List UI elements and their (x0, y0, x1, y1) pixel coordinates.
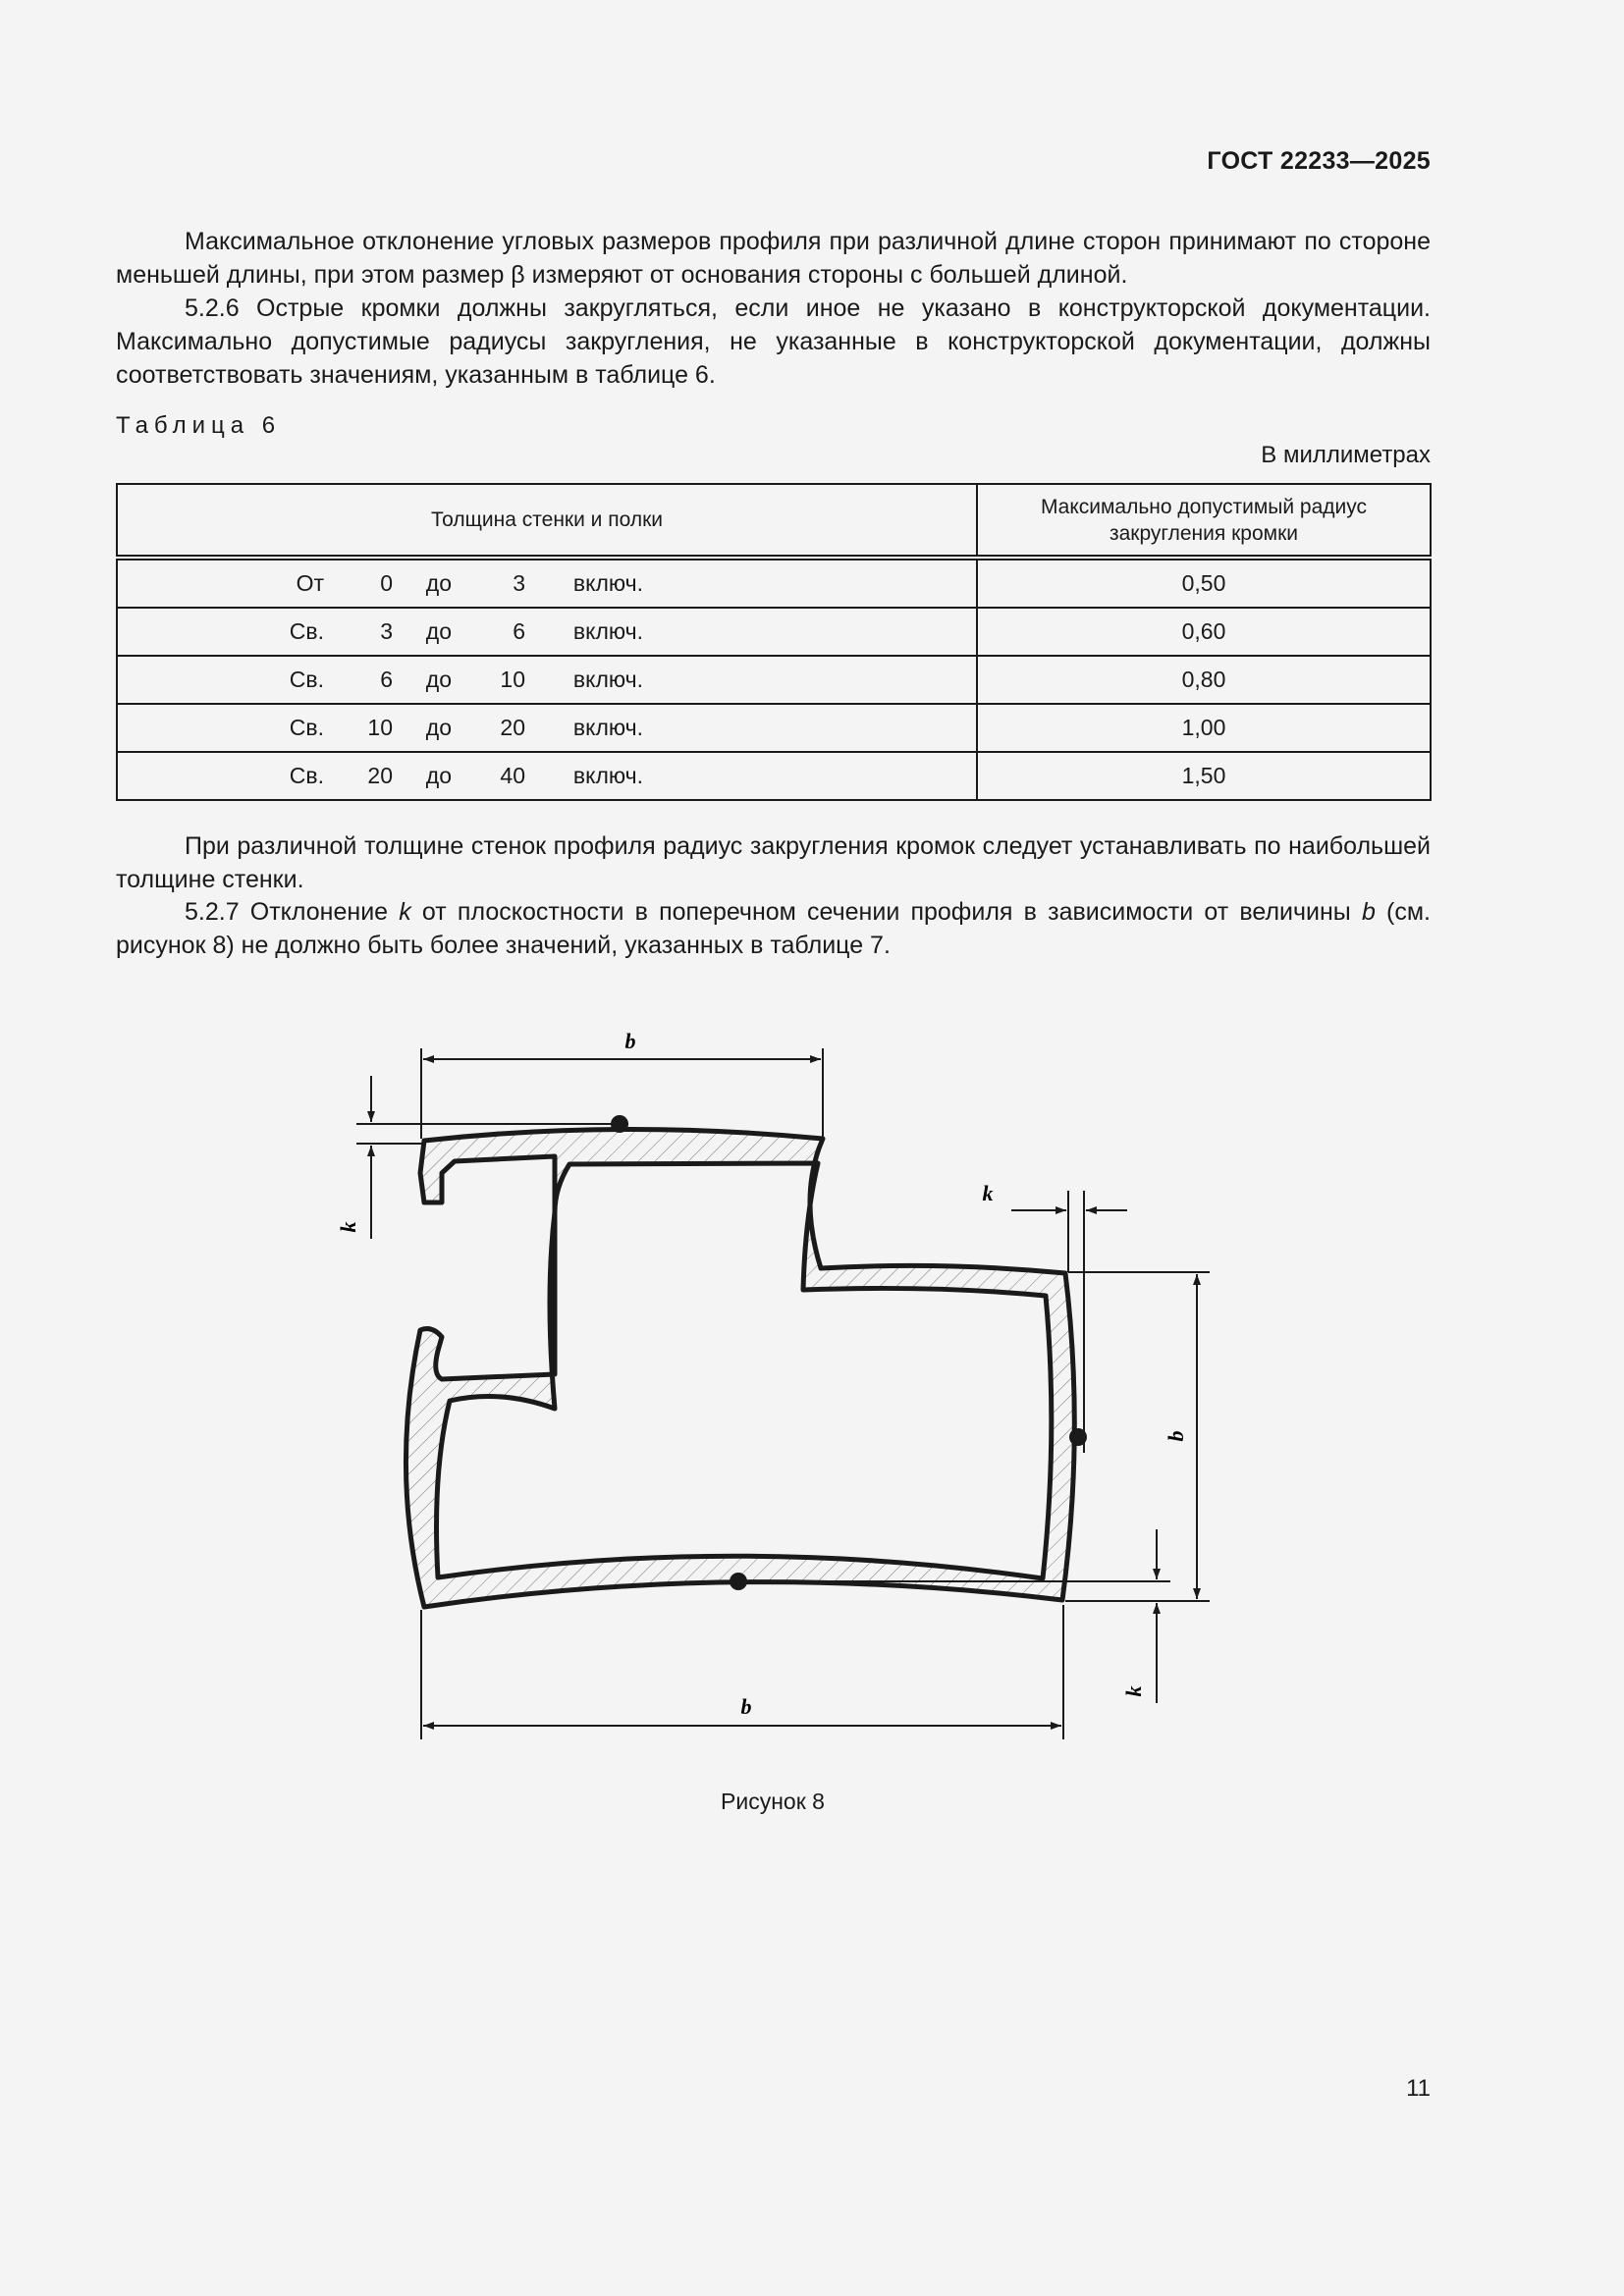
range-to-word: до (425, 618, 452, 644)
profile-outer-wall (406, 1129, 1074, 1607)
table-row (117, 656, 1431, 704)
range-inclusive: включ. (572, 618, 643, 644)
table-6-caption: Таблица 6 (116, 412, 282, 439)
dimension-b-bottom (421, 1605, 1063, 1739)
table-row (117, 752, 1431, 800)
range-prefix: Св. (289, 715, 324, 740)
p4-var-k: k (399, 898, 411, 926)
table-row (117, 704, 1431, 752)
thickness-range-cell (117, 752, 977, 800)
p4-var-b: b (1361, 898, 1376, 926)
thickness-range-cell (117, 704, 977, 752)
paragraph-angular-deviation: Максимальное отклонение угловых размеров профиля при различной длине сторон принимают по стороне меньшей длины, при этом размер β измеряют от основания стороны с большей длиной. (116, 228, 1431, 289)
measure-point-right (1069, 1428, 1087, 1446)
table-row (117, 608, 1431, 656)
radius-value: 1,00 (977, 704, 1431, 752)
label-k-top-right: k (982, 1181, 994, 1205)
page-number: 11 (1406, 2075, 1431, 2102)
table-6-units: В миллиметрах (1261, 442, 1431, 468)
label-b-right: b (1164, 1430, 1188, 1442)
table-row (117, 558, 1431, 608)
label-k-left: k (336, 1221, 360, 1233)
radius-value: 1,50 (977, 752, 1431, 800)
dimension-b-top (421, 1029, 823, 1139)
dimension-b-right (1065, 1272, 1210, 1601)
range-upper: 3 (513, 570, 525, 596)
thickness-range-cell (117, 608, 977, 656)
range-inclusive: включ. (572, 570, 643, 596)
figure-8-caption: Рисунок 8 (721, 1789, 825, 1814)
p4-part-b: от плоскостности в поперечном сечении профиля в зависимости от величины (410, 898, 1362, 926)
p4-part-a: 5.2.7 Отклонение (185, 898, 400, 926)
range-from: 10 (367, 715, 393, 740)
range-from: 20 (367, 763, 393, 788)
range-upper: 20 (500, 715, 525, 740)
range-from: 3 (380, 618, 393, 644)
table-6 (116, 483, 1432, 801)
p4-part-c: (см. рисунок 8) не должно быть более значений, указанных в таблице 7. (116, 898, 1432, 959)
range-inclusive: включ. (572, 763, 643, 788)
range-prefix: Св. (289, 763, 324, 788)
radius-value: 0,50 (977, 558, 1431, 608)
radius-value: 0,60 (977, 608, 1431, 656)
header-radius: Максимально допустимый радиус закругления кромки (977, 484, 1431, 558)
range-upper: 40 (500, 763, 525, 788)
thickness-range-cell (117, 558, 977, 608)
range-inclusive: включ. (572, 667, 643, 692)
thickness-range-cell (117, 656, 977, 704)
measure-point-bottom (730, 1573, 747, 1590)
range-prefix: Св. (289, 618, 324, 644)
label-b-bottom: b (740, 1694, 752, 1719)
paragraph-wall-thickness: При различной толщине стенок профиля радиус закругления кромок следует устанавливать по наибольшей толщине стенки. (116, 832, 1431, 893)
label-k-bottom-right: k (1121, 1685, 1146, 1697)
range-to-word: до (425, 570, 452, 596)
header-thickness: Толщина стенки и полки (117, 484, 977, 558)
label-b-top: b (624, 1029, 636, 1053)
range-to-word: до (425, 667, 452, 692)
profile-section (406, 1129, 1074, 1607)
range-to-word: до (425, 763, 452, 788)
range-from: 0 (380, 570, 393, 596)
paragraph-5-2-6: 5.2.6 Острые кромки должны закругляться, если иное не указано в конструкторской документации. Максимально допустимые радиусы закругления, не указанные в конструкторской документации, должны соответствовать значениям, указанным в таблице 6. (116, 294, 1431, 389)
range-prefix: От (296, 570, 324, 596)
range-prefix: Св. (289, 667, 324, 692)
range-upper: 6 (513, 618, 525, 644)
radius-value: 0,80 (977, 656, 1431, 704)
document-header-standard: ГОСТ 22233—2025 (1207, 147, 1431, 175)
range-to-word: до (425, 715, 452, 740)
range-from: 6 (380, 667, 393, 692)
range-upper: 10 (500, 667, 525, 692)
paragraph-5-2-7 (116, 895, 1431, 962)
range-inclusive: включ. (572, 715, 643, 740)
figure-8-drawing (334, 1021, 1237, 1767)
